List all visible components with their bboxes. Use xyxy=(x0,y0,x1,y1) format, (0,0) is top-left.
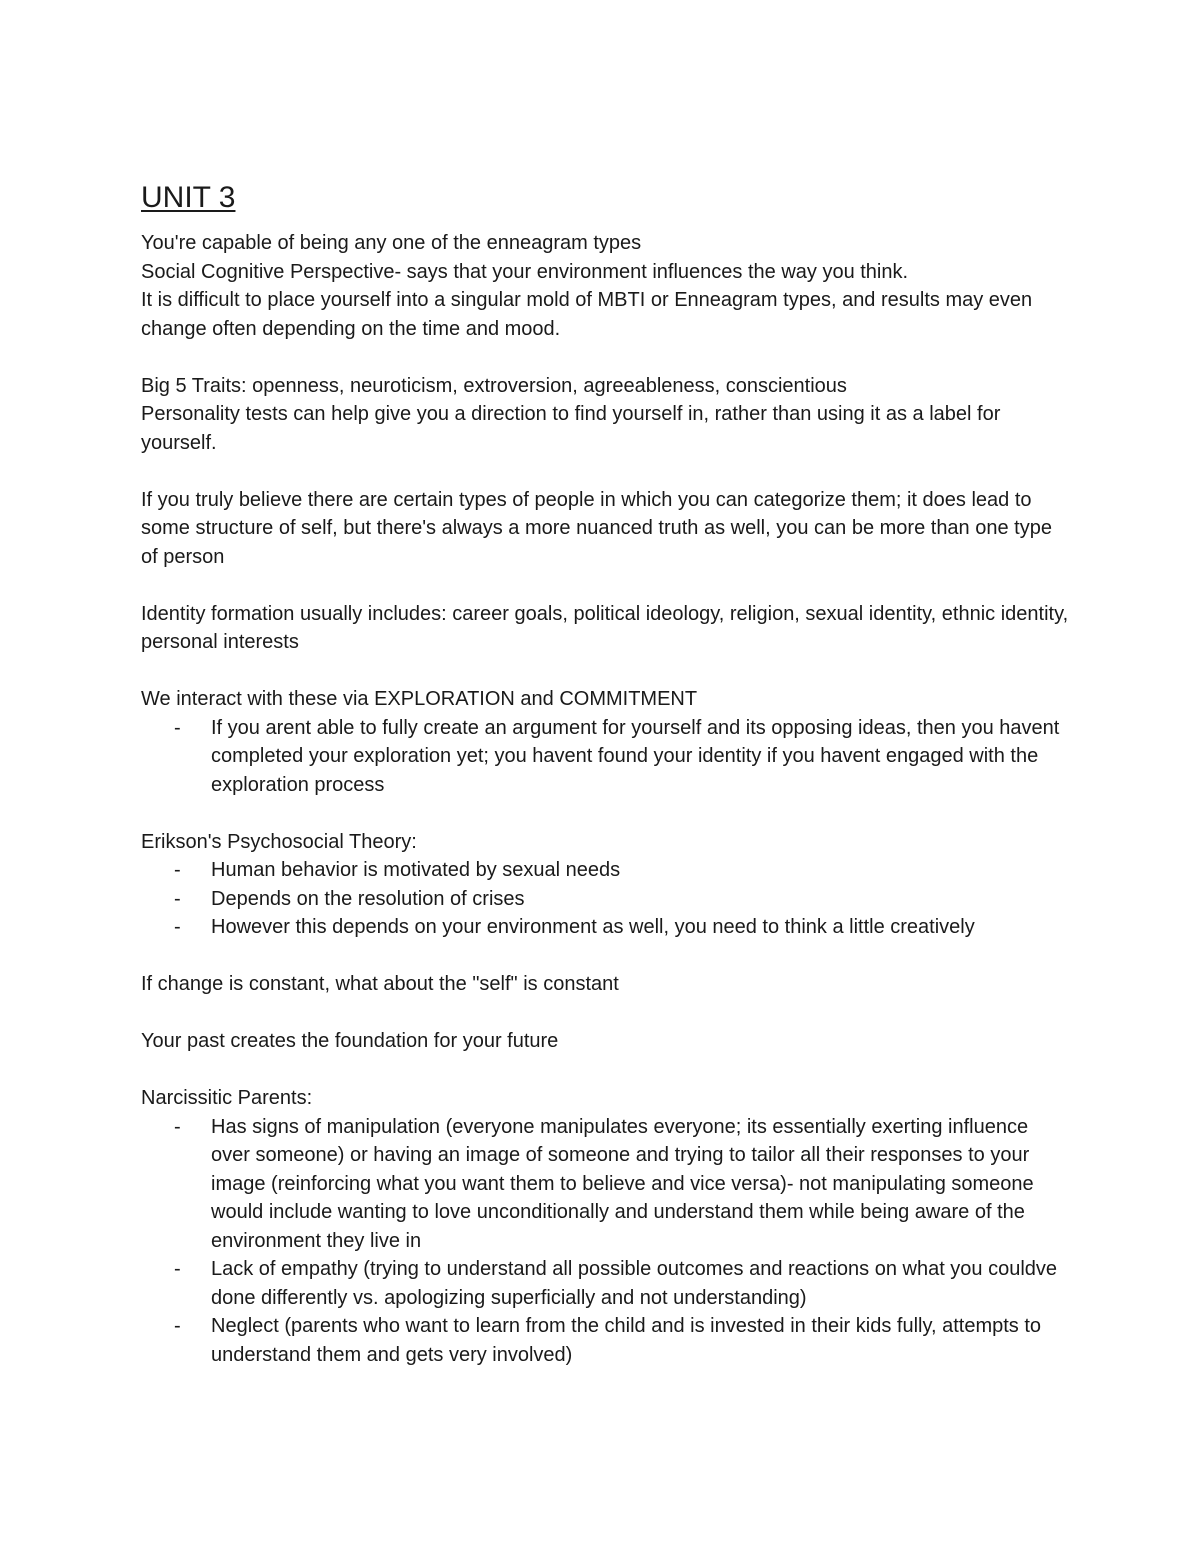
spacer xyxy=(141,1056,1071,1085)
list-item-text: Neglect (parents who want to learn from the child and is invested in their kids fully, attempts to understand them and gets very involved) xyxy=(211,1315,1042,1366)
change-line: If change is constant, what about the "self" is constant xyxy=(141,973,619,995)
intro-line: Social Cognitive Perspective- says that your environment influences the way you think. xyxy=(141,260,909,283)
dash-bullet: - xyxy=(174,916,181,938)
list-item-text: If you arent able to fully create an argument for yourself and its opposing ideas, then you havent completed your exploration yet; you havent found your identity if you havent engaged with the exploration process xyxy=(211,716,1060,796)
spacer xyxy=(141,657,1071,686)
dash-bullet: - xyxy=(174,1315,181,1337)
big5-traits-line: Big 5 Traits: openness, neuroticism, extroversion, agreeableness, conscientious xyxy=(141,374,847,397)
list-item xyxy=(141,856,1071,885)
past-line: Your past creates the foundation for your future xyxy=(141,1030,559,1052)
spacer xyxy=(141,942,1071,971)
identity-paragraph: Identity formation usually includes: career goals, political ideology, religion, sexual identity, ethnic identity, personal interests xyxy=(141,602,1069,653)
list-item-text: However this depends on your environment as well, you need to think a little creatively xyxy=(211,916,975,938)
exploration-heading: We interact with these via EXPLORATION and COMMITMENT xyxy=(141,688,698,710)
list-item-text: Has signs of manipulation (everyone manipulates everyone; its essentially exerting influence over someone) or having an image of someone and trying to tailor all their responses to your image (reinforcing what you want them to believe and vice versa)- not manipulating someone would include wanting to love unconditionally and understand them while being aware of the environment they live in xyxy=(211,1115,1034,1252)
dash-bullet: - xyxy=(174,1115,181,1138)
personality-tests-line: Personality tests can help give you a direction to find yourself in, rather than using it as a label for yourself. xyxy=(141,403,1001,454)
spacer xyxy=(141,999,1071,1028)
intro-line: It is difficult to place yourself into a singular mold of MBTI or Enneagram types, and results may even change often depending on the time and mood. xyxy=(141,289,1033,340)
list-item-text: Depends on the resolution of crises xyxy=(211,887,525,910)
exploration-list xyxy=(141,714,1071,800)
list-item xyxy=(141,1255,1071,1312)
spacer xyxy=(141,799,1071,828)
list-item xyxy=(141,885,1071,914)
spacer xyxy=(141,343,1071,372)
unit-title: UNIT 3 xyxy=(141,181,236,214)
list-item xyxy=(141,714,1071,800)
narcissistic-list xyxy=(141,1113,1071,1370)
list-item xyxy=(141,1312,1071,1369)
dash-bullet: - xyxy=(174,716,181,739)
list-item-text: Human behavior is motivated by sexual needs xyxy=(211,859,621,881)
list-item xyxy=(141,1113,1071,1256)
types-paragraph: If you truly believe there are certain types of people in which you can categorize them; it does lead to some structure of self, but there's always a more nuanced truth as well, you can be more than one type of person xyxy=(141,488,1052,568)
document-page xyxy=(141,172,1071,1369)
erikson-list xyxy=(141,856,1071,942)
intro-line: You're capable of being any one of the enneagram types xyxy=(141,232,642,254)
list-item-text: Lack of empathy (trying to understand all possible outcomes and reactions on what you couldve done differently vs. apologizing superficially and not understanding) xyxy=(211,1258,1058,1309)
dash-bullet: - xyxy=(174,887,181,910)
dash-bullet: - xyxy=(174,859,181,881)
erikson-heading: Erikson's Psychosocial Theory: xyxy=(141,830,417,853)
dash-bullet: - xyxy=(174,1258,181,1280)
list-item xyxy=(141,913,1071,942)
spacer xyxy=(141,571,1071,600)
narcissistic-heading: Narcissitic Parents: xyxy=(141,1087,313,1109)
spacer xyxy=(141,457,1071,486)
